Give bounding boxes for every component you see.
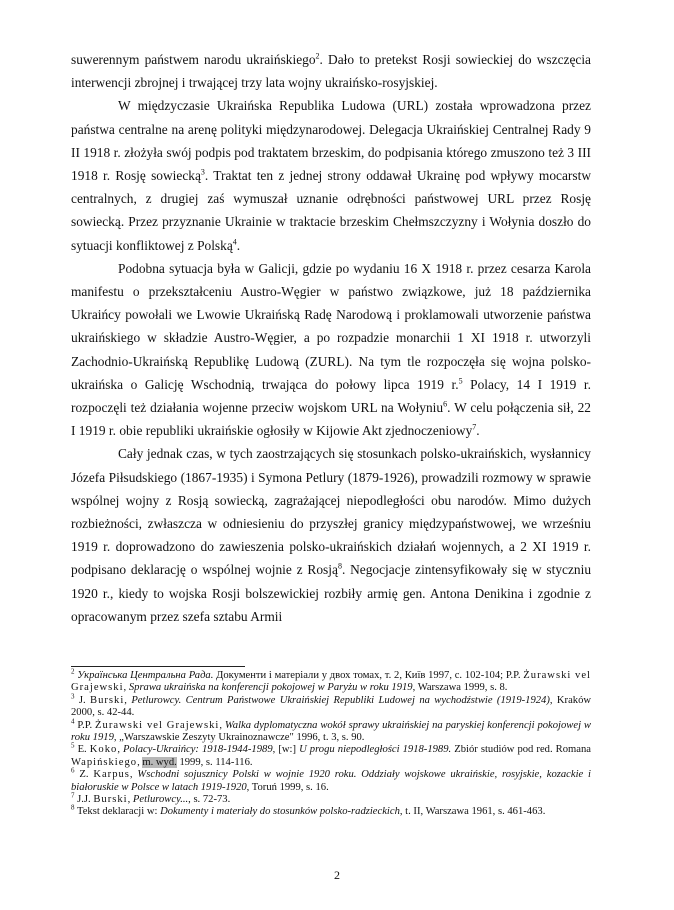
- footnote: [71, 791, 591, 806]
- text-span: , „Warszawskie Zeszyty Ukrainoznawcze" 1996, t. 3, s. 90.: [113, 732, 365, 744]
- footnote: [71, 692, 592, 720]
- text-span: ,: [137, 756, 143, 768]
- text-span: Cały jednak czas, w tych zaostrzających się stosunkach polsko-ukraińskich, wysłannicy Józefa Piłsudskiego (1867-1935) i Symona Petlury (1879-1926), prowadzili rozmowy w sprawie wspólnej wojny z Rosją sowiecką, zagrażającej niepodległości obu narodów. Mimo dużych rozbieżności, zwłaszcza w odniesieniu do przyszłej granicy międzypaństwowej, we wrześniu 1919 r. doprowadzono do zawieszenia polsko-ukraińskich działań wojennych, a 2 XI 1919 r. podpisano deklarację o wspólnej wojnie z Rosją: [71, 446, 591, 578]
- text-span: J.: [78, 694, 91, 706]
- footnote-ref: 3: [200, 167, 205, 177]
- text-span: , Kraków 2000, s. 42-44.: [71, 694, 592, 719]
- footnote: [71, 741, 591, 769]
- footnote-number: 2: [71, 667, 75, 676]
- footnote: [71, 766, 591, 794]
- text-span: Petlurowcy...: [132, 794, 189, 806]
- text-span: .: [236, 237, 241, 253]
- text-span: Zbiór studiów pod red. Romana: [451, 744, 591, 756]
- text-span: , Toruń 1999, s. 16.: [246, 781, 329, 793]
- text-span: E.: [77, 744, 90, 756]
- footnote-number: 6: [71, 766, 75, 775]
- text-span: Polacy-Ukraińcy: 1918-1944-1989: [123, 744, 273, 756]
- text-span: Burski: [93, 794, 128, 806]
- text-span: Żurawski vel Grajewski: [71, 670, 591, 694]
- text-span: . Negocjacje zintensyfikowały się w styczniu 1920 r., kiedy to wojska Rosji bolszewickiej rozbiły armię gen. Antona Denikina i zgodnie z opracowanym przez szefa sztabu Armii: [71, 562, 592, 624]
- text-span: J.J.: [77, 794, 94, 806]
- text-span: Документи і матеріали у двох томах, т. 2, Київ 1997, с. 102-104; P.P.: [213, 670, 524, 681]
- footnote: [71, 803, 591, 818]
- text-span: Dokumenty i materiały do stosunków polsko-radzieckich: [160, 806, 400, 818]
- text-span: , [w:]: [272, 744, 300, 756]
- text-span: ,: [129, 769, 138, 781]
- footnote-ref: 2: [315, 51, 320, 61]
- footnote-ref: 6: [443, 399, 448, 409]
- text-span: P.P.: [77, 719, 96, 731]
- footnote-ref: 8: [337, 562, 342, 571]
- text-span: Wschodni sojusznicy Polski w wojnie 1920 roku. Oddziały wojskowe ukraińskie, rosyjskie, kozackie i białoruskie w Polsce w latach 1919-1920: [71, 769, 591, 793]
- text-span: ,: [219, 719, 225, 731]
- footnote-number: 8: [71, 803, 75, 812]
- text-span: Wapińskiego: [71, 756, 138, 768]
- footnote-ref: 4: [232, 237, 237, 247]
- paragraph: [71, 48, 591, 94]
- text-span: .: [476, 423, 480, 439]
- text-span: Petlurowcy. Centrum Państwowe Ukraińskiej Republiki Ludowej na wychodźstwie (1919-1924): [131, 694, 550, 706]
- text-span: ,: [127, 794, 133, 806]
- text-span: , s. 72-73.: [188, 794, 231, 806]
- text-span: Sprawa ukraińska na konferencji pokojowej w Paryżu w roku 1919: [128, 682, 413, 694]
- text-span: U progu niepodległości 1918-1989.: [299, 744, 452, 756]
- text-span: , t. II, Warszawa 1961, s. 461-463.: [399, 806, 546, 818]
- footnote-number: 3: [71, 692, 75, 701]
- paragraph: [71, 442, 591, 628]
- text-span: . Traktat ten z jednej strony oddawał Ukrainę pod wpływy mocarstw centralnych, z drugiej zaś wymuszał uznanie odrębności państwowej URL przez Rosję sowiecką. Przez przyznanie Ukrainie w traktacie brzeskim Chełmszczyzny i Wołynia doszło do sytuacji konfliktowej z Polską: [71, 168, 591, 253]
- footnote-ref: 7: [472, 422, 477, 432]
- footnote-separator: [71, 666, 245, 667]
- text-span: , Warszawa 1999, s. 8.: [412, 682, 508, 694]
- footnote: [71, 667, 591, 695]
- text-span: Żurawski vel Grajewski: [95, 719, 220, 731]
- text-span: . W celu połączenia sił, 22 I 1919 r. obie republiki ukraińskie ogłosiły w Kijowie Akt zjednoczeniowy: [71, 400, 591, 439]
- paragraph: [71, 94, 591, 256]
- footnote: [71, 717, 591, 745]
- highlighted-text: m. wyd.: [142, 756, 177, 768]
- text-span: . Dało to pretekst Rosji sowieckiej do wszczęcia interwencji zbrojnej i trwającej trzy lata wojny ukraińsko-rosyjskiej.: [71, 52, 591, 91]
- body-text: [71, 48, 591, 628]
- text-span: W międzyczasie Ukraińska Republika Ludowa (URL) została wprowadzona przez państwa centralne na arenę polityki międzynarodowej. Delegacja Ukraińskiej Centralnej Rady 9 II 1918 r. złożyła swój podpis pod traktatem brzeskim, do podpisania którego zmuszono też 3 III 1918 r. Rosję sowiecką: [71, 98, 591, 184]
- text-span: Podobna sytuacja była w Galicji, gdzie po wydaniu 16 X 1918 r. przez cesarza Karola manifestu o przekształceniu Austro-Węgier w państwo związkowe, już 18 października Ukraińcy powołali we Lwowie Ukraińską Radę Narodową i proklamowali utworzenie państwa ukraińskiego w składzie Austro-Węgier, a po rozpadzie monarchii 1 XI 1918 r. utworzyli Zachodnio-Ukraińską Republikę Ludową (ZURL). Na tym tle rozpoczęła się wojna polsko-ukraińska o Galicję Wschodnią, trwająca do połowy lipca 1919 r.: [71, 260, 591, 392]
- footnote-number: 4: [71, 717, 75, 726]
- footnote-number: 5: [71, 741, 75, 750]
- text-span: suwerennym państwem narodu ukraińskiego: [71, 52, 316, 67]
- text-span: Walka dyplomatyczna wokół sprawy ukraińskiej na paryskiej konferencji pokojowej w roku 1919: [71, 719, 591, 744]
- text-span: Karpus: [93, 769, 130, 781]
- text-span: ,: [123, 682, 129, 694]
- page-number: 2: [334, 868, 340, 882]
- footnote-ref: 5: [458, 376, 463, 386]
- footnotes: [71, 667, 592, 819]
- text-span: Українська Центральна Рада.: [77, 670, 214, 681]
- text-span: ,: [117, 744, 124, 756]
- paragraph: [71, 257, 591, 443]
- text-span: Z.: [79, 769, 94, 781]
- footnote-number: 7: [71, 791, 75, 800]
- text-span: 1999, s. 114-116.: [176, 756, 253, 768]
- text-span: Koko: [89, 744, 118, 756]
- text-span: Polacy, 14 I 1919 r. rozpoczęli też działania wojenne przeciw wojskom URL na Wołyniu: [71, 376, 591, 416]
- text-span: Burski: [90, 694, 125, 706]
- text-span: Tekst deklaracji w:: [76, 806, 161, 818]
- text-span: ,: [124, 694, 132, 706]
